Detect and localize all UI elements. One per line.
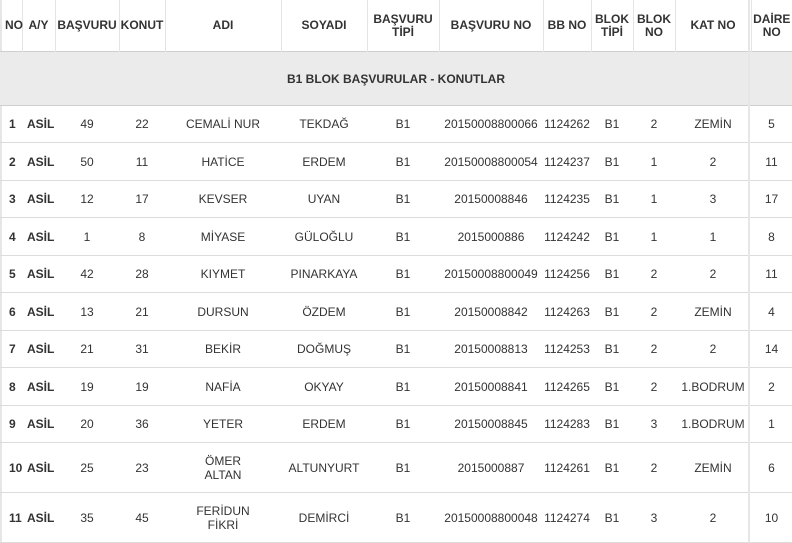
header-basvuru-tipi-line2: TİPİ [391,24,414,39]
row-soyadi: DOĞMUŞ [281,331,367,368]
row-daire-no: 4 [751,293,792,331]
header-basvuru: BAŞVURU [55,0,119,52]
row-basvuru-no: 20150008800054 [439,143,543,181]
section-header-row [0,52,792,106]
row-soyadi: ALTUNYURT [281,443,367,493]
row-basvuru: 12 [55,181,119,218]
row-bb-no: 1124261 [543,443,591,493]
header-konut: KONUT [119,0,165,52]
table-row [0,256,792,293]
row-ay: ASİL [22,293,55,331]
header-daire-no [751,0,792,52]
row-blok-no: 2 [633,368,675,406]
row-basvuru-tipi: B1 [367,406,439,443]
row-daire-no: 5 [751,106,792,143]
row-adi-line1: BEKİR [204,342,241,356]
table-row [0,406,792,443]
row-bb-no: 1124253 [543,331,591,368]
row-adi-line1: CEMALİ NUR [185,117,260,131]
row-no: 2 [0,143,22,181]
header-no: NO [0,0,22,52]
section-title: B1 BLOK BAŞVURULAR - KONUTLAR [0,52,792,106]
row-blok-no: 3 [633,406,675,443]
row-daire-no: 6 [751,443,792,493]
row-soyadi: UYAN [281,181,367,218]
row-blok-no: 2 [633,293,675,331]
row-bb-no: 1124274 [543,493,591,543]
row-adi [165,256,281,293]
row-bb-no: 1124263 [543,293,591,331]
row-konut: 31 [119,331,165,368]
row-blok-tipi: B1 [591,406,633,443]
row-kat-no: ZEMİN [675,106,751,143]
row-ay: ASİL [22,256,55,293]
table-row [0,443,792,493]
row-no: 5 [0,256,22,293]
row-blok-no: 1 [633,143,675,181]
row-kat-no: 2 [675,331,751,368]
row-adi-line1: KIYMET [200,267,246,281]
row-blok-tipi: B1 [591,293,633,331]
row-adi-line1: FERİDUN [196,503,250,518]
row-no: 9 [0,406,22,443]
row-soyadi: ERDEM [281,406,367,443]
row-kat-no: 2 [675,493,751,543]
row-no: 1 [0,106,22,143]
row-basvuru-tipi: B1 [367,443,439,493]
table-row [0,493,792,543]
row-adi [165,493,281,543]
row-basvuru-no: 2015000887 [439,443,543,493]
row-ay: ASİL [22,331,55,368]
row-blok-no: 1 [633,218,675,256]
table-row [0,368,792,406]
row-adi-line1: NAFİA [205,379,241,394]
row-basvuru-no: 20150008800066 [439,106,543,143]
row-soyadi: ÖZDEM [281,293,367,331]
row-soyadi: DEMİRCİ [281,493,367,543]
row-blok-no: 2 [633,443,675,493]
row-blok-no: 2 [633,256,675,293]
header-daire-no-line1: DAİRE [753,11,791,26]
row-basvuru-no: 20150008846 [439,181,543,218]
row-bb-no: 1124283 [543,406,591,443]
row-kat-no: 1.BODRUM [675,406,751,443]
row-adi-line1: DURSUN [197,304,249,319]
row-basvuru-no: 20150008813 [439,331,543,368]
row-blok-tipi: B1 [591,106,633,143]
row-adi [165,181,281,218]
right-edge-divider [748,0,750,543]
row-kat-no: 1 [675,218,751,256]
row-bb-no: 1124242 [543,218,591,256]
header-kat-no: KAT NO [675,0,751,52]
row-soyadi: GÜLOĞLU [281,218,367,256]
row-adi [165,443,281,493]
row-daire-no: 2 [751,368,792,406]
row-blok-no: 3 [633,493,675,543]
row-konut: 23 [119,443,165,493]
row-blok-tipi: B1 [591,331,633,368]
row-basvuru-no: 20150008841 [439,368,543,406]
row-bb-no: 1124237 [543,143,591,181]
row-adi [165,143,281,181]
header-ay: A/Y [22,0,55,52]
row-basvuru-tipi: B1 [367,106,439,143]
row-ay: ASİL [22,368,55,406]
row-soyadi: PINARKAYA [281,256,367,293]
row-ay: ASİL [22,181,55,218]
row-basvuru-no: 20150008842 [439,293,543,331]
row-adi-line1: MİYASE [200,229,246,244]
table-row [0,106,792,143]
header-soyadi: SOYADI [281,0,367,52]
row-basvuru-no: 2015000886 [439,218,543,256]
row-basvuru-tipi: B1 [367,293,439,331]
row-bb-no: 1124235 [543,181,591,218]
table-row [0,331,792,368]
row-blok-no: 2 [633,106,675,143]
row-blok-tipi: B1 [591,143,633,181]
row-basvuru-tipi: B1 [367,256,439,293]
row-kat-no: 1.BODRUM [675,368,751,406]
row-adi [165,293,281,331]
row-ay: ASİL [22,443,55,493]
header-blok-tipi-line1: BLOK [595,11,629,26]
header-basvuru-tipi [367,0,439,52]
header-blok-no-line1: BLOK [637,11,671,26]
row-basvuru-tipi: B1 [367,143,439,181]
row-bb-no: 1124256 [543,256,591,293]
row-basvuru-tipi: B1 [367,493,439,543]
row-konut: 45 [119,493,165,543]
table-row [0,293,792,331]
row-adi-line2: ALTAN [204,467,242,482]
row-basvuru-tipi: B1 [367,218,439,256]
row-basvuru-tipi: B1 [367,331,439,368]
row-blok-no: 2 [633,331,675,368]
row-ay: ASİL [22,493,55,543]
row-konut: 19 [119,368,165,406]
row-adi-line2: FİKRİ [207,517,239,532]
row-daire-no: 8 [751,218,792,256]
row-adi-line1: HATİCE [201,154,245,169]
row-konut: 21 [119,293,165,331]
row-basvuru: 35 [55,493,119,543]
row-basvuru: 19 [55,368,119,406]
row-adi [165,106,281,143]
row-bb-no: 1124262 [543,106,591,143]
row-basvuru: 20 [55,406,119,443]
row-kat-no: ZEMİN [675,443,751,493]
row-basvuru-tipi: B1 [367,368,439,406]
row-adi [165,406,281,443]
row-kat-no: 3 [675,181,751,218]
row-konut: 11 [119,143,165,181]
row-no: 4 [0,218,22,256]
row-basvuru: 1 [55,218,119,256]
row-adi-line1: ÖMER [205,453,241,468]
row-kat-no: ZEMİN [675,293,751,331]
row-daire-no: 17 [751,181,792,218]
header-blok-tipi-line2: TİPİ [600,24,623,39]
row-ay: ASİL [22,218,55,256]
row-blok-tipi: B1 [591,493,633,543]
row-no: 11 [0,493,22,543]
row-konut: 17 [119,181,165,218]
row-adi [165,331,281,368]
row-basvuru-no: 20150008800048 [439,493,543,543]
row-blok-tipi: B1 [591,181,633,218]
row-konut: 22 [119,106,165,143]
row-basvuru: 21 [55,331,119,368]
row-basvuru-no: 20150008845 [439,406,543,443]
row-ay: ASİL [22,406,55,443]
row-konut: 36 [119,406,165,443]
row-no: 8 [0,368,22,406]
row-blok-tipi: B1 [591,443,633,493]
row-kat-no: 2 [675,143,751,181]
row-konut: 28 [119,256,165,293]
row-basvuru-tipi: B1 [367,181,439,218]
row-adi [165,368,281,406]
header-blok-tipi [591,0,633,52]
header-row [0,0,792,52]
row-basvuru-no: 20150008800049 [439,256,543,293]
row-daire-no: 14 [751,331,792,368]
row-no: 10 [0,443,22,493]
row-basvuru: 42 [55,256,119,293]
row-basvuru: 50 [55,143,119,181]
row-daire-no: 10 [751,493,792,543]
header-adi: ADI [165,0,281,52]
row-basvuru: 25 [55,443,119,493]
row-basvuru: 49 [55,106,119,143]
table-row [0,181,792,218]
row-bb-no: 1124265 [543,368,591,406]
row-kat-no: 2 [675,256,751,293]
row-adi-line1: YETER [202,417,243,431]
table-row [0,143,792,181]
row-adi [165,218,281,256]
row-blok-tipi: B1 [591,218,633,256]
header-bb-no: BB NO [543,0,591,52]
row-no: 6 [0,293,22,331]
row-blok-no: 1 [633,181,675,218]
row-ay: ASİL [22,106,55,143]
row-soyadi: ERDEM [281,143,367,181]
row-soyadi: TEKDAĞ [281,106,367,143]
header-basvuru-tipi-line1: BAŞVURU [373,11,433,26]
row-ay: ASİL [22,143,55,181]
header-blok-no-line2: NO [645,24,663,39]
row-daire-no: 11 [751,143,792,181]
row-basvuru: 13 [55,293,119,331]
header-blok-no [633,0,675,52]
row-daire-no: 1 [751,406,792,443]
row-blok-tipi: B1 [591,368,633,406]
header-basvuru-no: BAŞVURU NO [439,0,543,52]
table-row [0,218,792,256]
row-no: 7 [0,331,22,368]
row-no: 3 [0,181,22,218]
row-blok-tipi: B1 [591,256,633,293]
row-daire-no: 11 [751,256,792,293]
row-adi-line1: KEVSER [198,192,248,206]
row-konut: 8 [119,218,165,256]
row-soyadi: OKYAY [281,368,367,406]
header-daire-no-line2: NO [762,24,781,39]
